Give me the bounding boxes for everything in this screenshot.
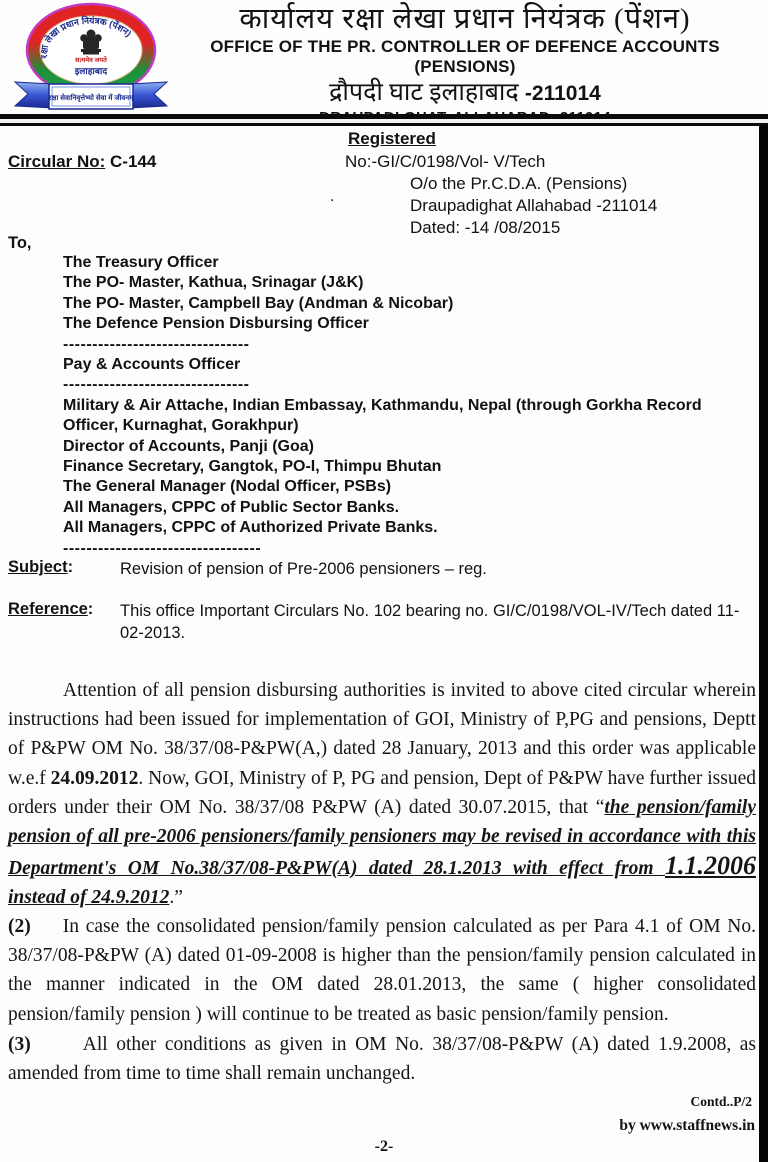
header-divider-rule <box>0 114 768 126</box>
para2-number: (2) <box>8 916 31 937</box>
letterhead <box>168 2 762 127</box>
circular-number-value: C-144 <box>105 152 157 171</box>
paragraph-3 <box>8 1030 756 1088</box>
recipient-line: ---------------------------------- <box>63 539 262 557</box>
para1-intro: Attention of all pension disbursing authorities is invited to above cited circular wherein instructions had been issued for implementation of GOI, Ministry of P,PG and pensions, Deptt of P&PW OM No. 38/37/08-P&PW(A,) dated 28 January, 2013 and this order was applicable w.e.f <box>8 680 756 789</box>
continuation-note: Contd..P/2 <box>690 1094 752 1109</box>
recipient-line: Pay & Accounts Officer <box>63 356 241 374</box>
scan-edge-artifact <box>759 126 768 1162</box>
recipient-line: The Treasury Officer <box>63 254 219 271</box>
recipient-line: -------------------------------- <box>63 376 250 394</box>
org-name-english: OFFICE OF THE PR. CONTROLLER OF DEFENCE ACCOUNTS (PENSIONS) <box>210 37 720 76</box>
recipient-line: The General Manager (Nodal Officer, PSBs) <box>63 478 392 496</box>
page-number: -2- <box>374 1138 394 1155</box>
para2-text: In case the consolidated pension/family pension calculated as per Para 4.1 of OM No. 38/37/08-P&PW (A) dated 01-09-2008 is higher than the pension/family pension calculated in the manner indicated in the OM dated 28.01.2013, the same ( higher consolidated pension/family pension ) will continue to be treated as basic pension/family pension. <box>8 916 756 1025</box>
file-reference-block <box>345 151 657 239</box>
subject-colon: : <box>67 558 74 576</box>
recipient-line: The PO- Master, Kathua, Srinagar (J&K) <box>63 274 364 292</box>
subject-row <box>8 558 756 577</box>
subject-label: Subject <box>8 558 68 576</box>
recipient-line: Director of Accounts, Panji (Goa) <box>63 437 314 455</box>
recipient-line: Finance Secretary, Gangtok, PO-I, Thimpu Bhutan <box>63 458 442 476</box>
recipient-line: The Defence Pension Disbursing Officer <box>63 315 369 333</box>
recipient-list <box>63 253 757 559</box>
org-address-hindi-text: द्रौपदी घाट इलाहाबाद <box>329 79 519 106</box>
org-address-hindi <box>168 79 762 108</box>
org-address-hindi-pin: -211014 <box>524 82 601 105</box>
salutation: To, <box>8 234 32 252</box>
paragraph-2 <box>8 912 756 1029</box>
registered-label: Registered <box>348 129 436 148</box>
para1-quote-main: the pension/family pension of all pre-2006 pensioners/family pensioners may be revised in accordance with this Department's OM No.38/37/08-P&PW(A) dated 28.1.2013 with effect from <box>8 796 757 880</box>
emblem-ribbon <box>15 82 167 109</box>
para3-number: (3) <box>8 1034 31 1055</box>
para1-effective-date: 24.09.2012 <box>50 767 139 789</box>
circular-number <box>8 152 156 172</box>
circular-number-label: Circular No: <box>8 152 106 171</box>
scan-stray-mark: . <box>330 188 335 205</box>
para1-close-quote: .” <box>169 887 183 909</box>
emblem-city-text: इलाहाबाद <box>74 66 108 76</box>
office-line: O/o the Pr.C.D.A. (Pensions) <box>410 174 628 193</box>
pcda-emblem-logo <box>12 2 170 118</box>
para1-open-quote: “ <box>595 796 605 818</box>
source-credit: by www.staffnews.in <box>619 1117 755 1134</box>
date-line: Dated: -14 /08/2015 <box>410 218 561 237</box>
para1-mid: . Now, GOI, Ministry of P, PG and pension, Dept of P&PW have further issued orders under their OM No. 38/37/08 P&PW (A) dated 30.07.2015, that <box>8 767 756 818</box>
para1-quote-tail: instead of 24.9.2012 <box>8 887 170 909</box>
recipient-line: Military & Air Attache, Indian Embassay, Kathmandu, Nepal (through Gorkha Record Officer, Kurnaghat, Gorakhpur) <box>63 396 702 435</box>
emblem-motto-text: सत्यमेव जयते <box>75 57 107 64</box>
emblem-ribbon-text: रक्षा सेवानिवृत्तेभ्यो सेवा में जीवनम् <box>48 95 134 102</box>
para1-quote-date: 1.1.2006 <box>665 851 756 881</box>
org-name-hindi: कार्यालय रक्षा लेखा प्रधान नियंत्रक (पेंशन) <box>239 3 691 35</box>
reference-value: This office Important Circulars No. 102 bearing no. GI/C/0198/VOL-IV/Tech dated 11-02-2013. <box>120 602 740 642</box>
reference-row <box>8 600 756 642</box>
subject-value: Revision of pension of Pre-2006 pensioners – reg. <box>120 560 487 578</box>
recipient-line: All Managers, CPPC of Public Sector Banks. <box>63 498 400 516</box>
paragraph-1 <box>8 676 756 913</box>
recipient-line: The PO- Master, Campbell Bay (Andman & Nicobar) <box>63 294 454 312</box>
reference-colon: : <box>87 600 94 618</box>
para3-text: All other conditions as given in OM No. 38/37/08-P&PW (A) dated 1.9.2008, as amended from time to time shall remain unchanged. <box>8 1034 756 1085</box>
reference-label: Reference <box>8 600 88 618</box>
emblem-ring-text: रक्षा लेखा प्रधान नियंत्रक (पेंशन) <box>38 15 134 60</box>
recipient-line: All Managers, CPPC of Authorized Private Banks. <box>63 519 438 537</box>
recipient-line: -------------------------------- <box>63 335 250 353</box>
office-address-line: Draupadighat Allahabad -211014 <box>410 196 658 215</box>
file-number: No:-GI/C/0198/Vol- V/Tech <box>345 152 546 171</box>
